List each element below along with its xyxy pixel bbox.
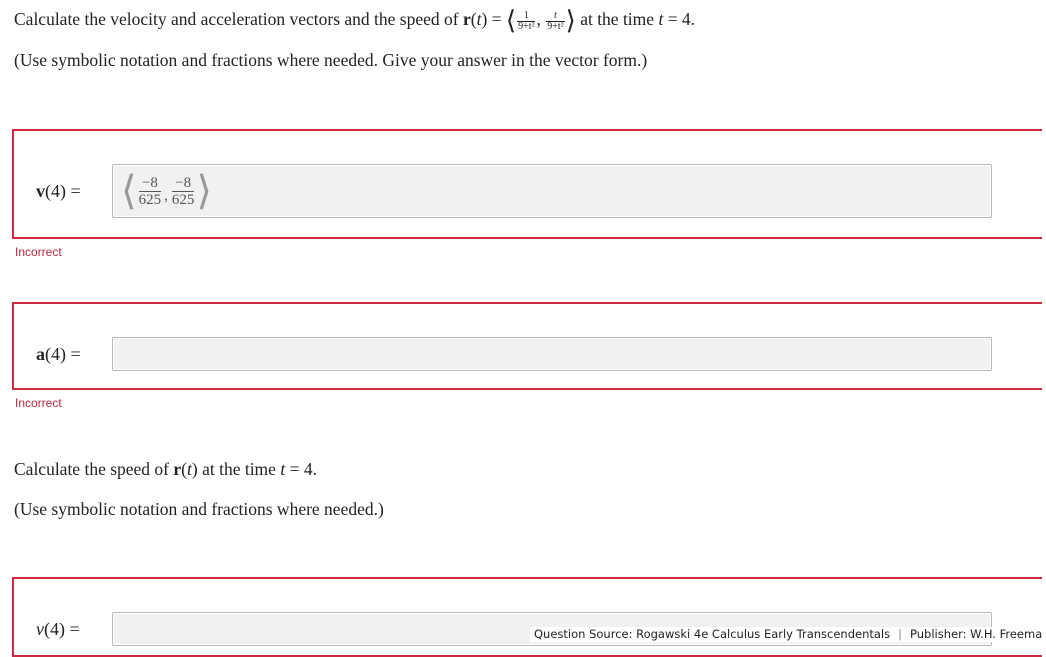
acceleration-status: Incorrect [15, 396, 62, 410]
speed-question-prompt: Calculate the speed of r(t) at the time t = 4. [14, 459, 317, 479]
question-instructions: (Use symbolic notation and fractions where needed. Give your answer in the vector form.) [14, 50, 648, 70]
speed-answer-box [12, 577, 1042, 657]
question-prompt: Calculate the velocity and acceleration vectors and the speed of r(t) = ⟨ $\frac{1}{\text{9+t²}}$ , $\frac{t}{\text{9+t²}}$ ⟩ at the time t = 4. [14, 6, 696, 35]
velocity-vector-value: ⟨ −8 625 , −8 625 ⟩ [121, 168, 212, 213]
velocity-label: v(4) = [36, 181, 81, 201]
fraction-2: $\frac{t}{\text{9+t²}}$ [547, 9, 564, 32]
acceleration-answer-box [12, 302, 1042, 390]
acceleration-label: a(4) = [36, 344, 81, 364]
fraction-1: $\frac{1}{\text{9+t²}}$ [518, 9, 535, 32]
question-source-footer: Question Source: Rogawski 4e Calculus Early Transcendentals | Publisher: W.H. Freema [530, 627, 1046, 642]
velocity-input[interactable] [112, 164, 992, 218]
velocity-answer-box [12, 129, 1042, 239]
speed-label: v(4) = [36, 619, 80, 639]
acceleration-input[interactable] [112, 337, 992, 371]
speed-question-instructions: (Use symbolic notation and fractions where needed.) [14, 499, 384, 519]
velocity-status: Incorrect [15, 245, 62, 259]
